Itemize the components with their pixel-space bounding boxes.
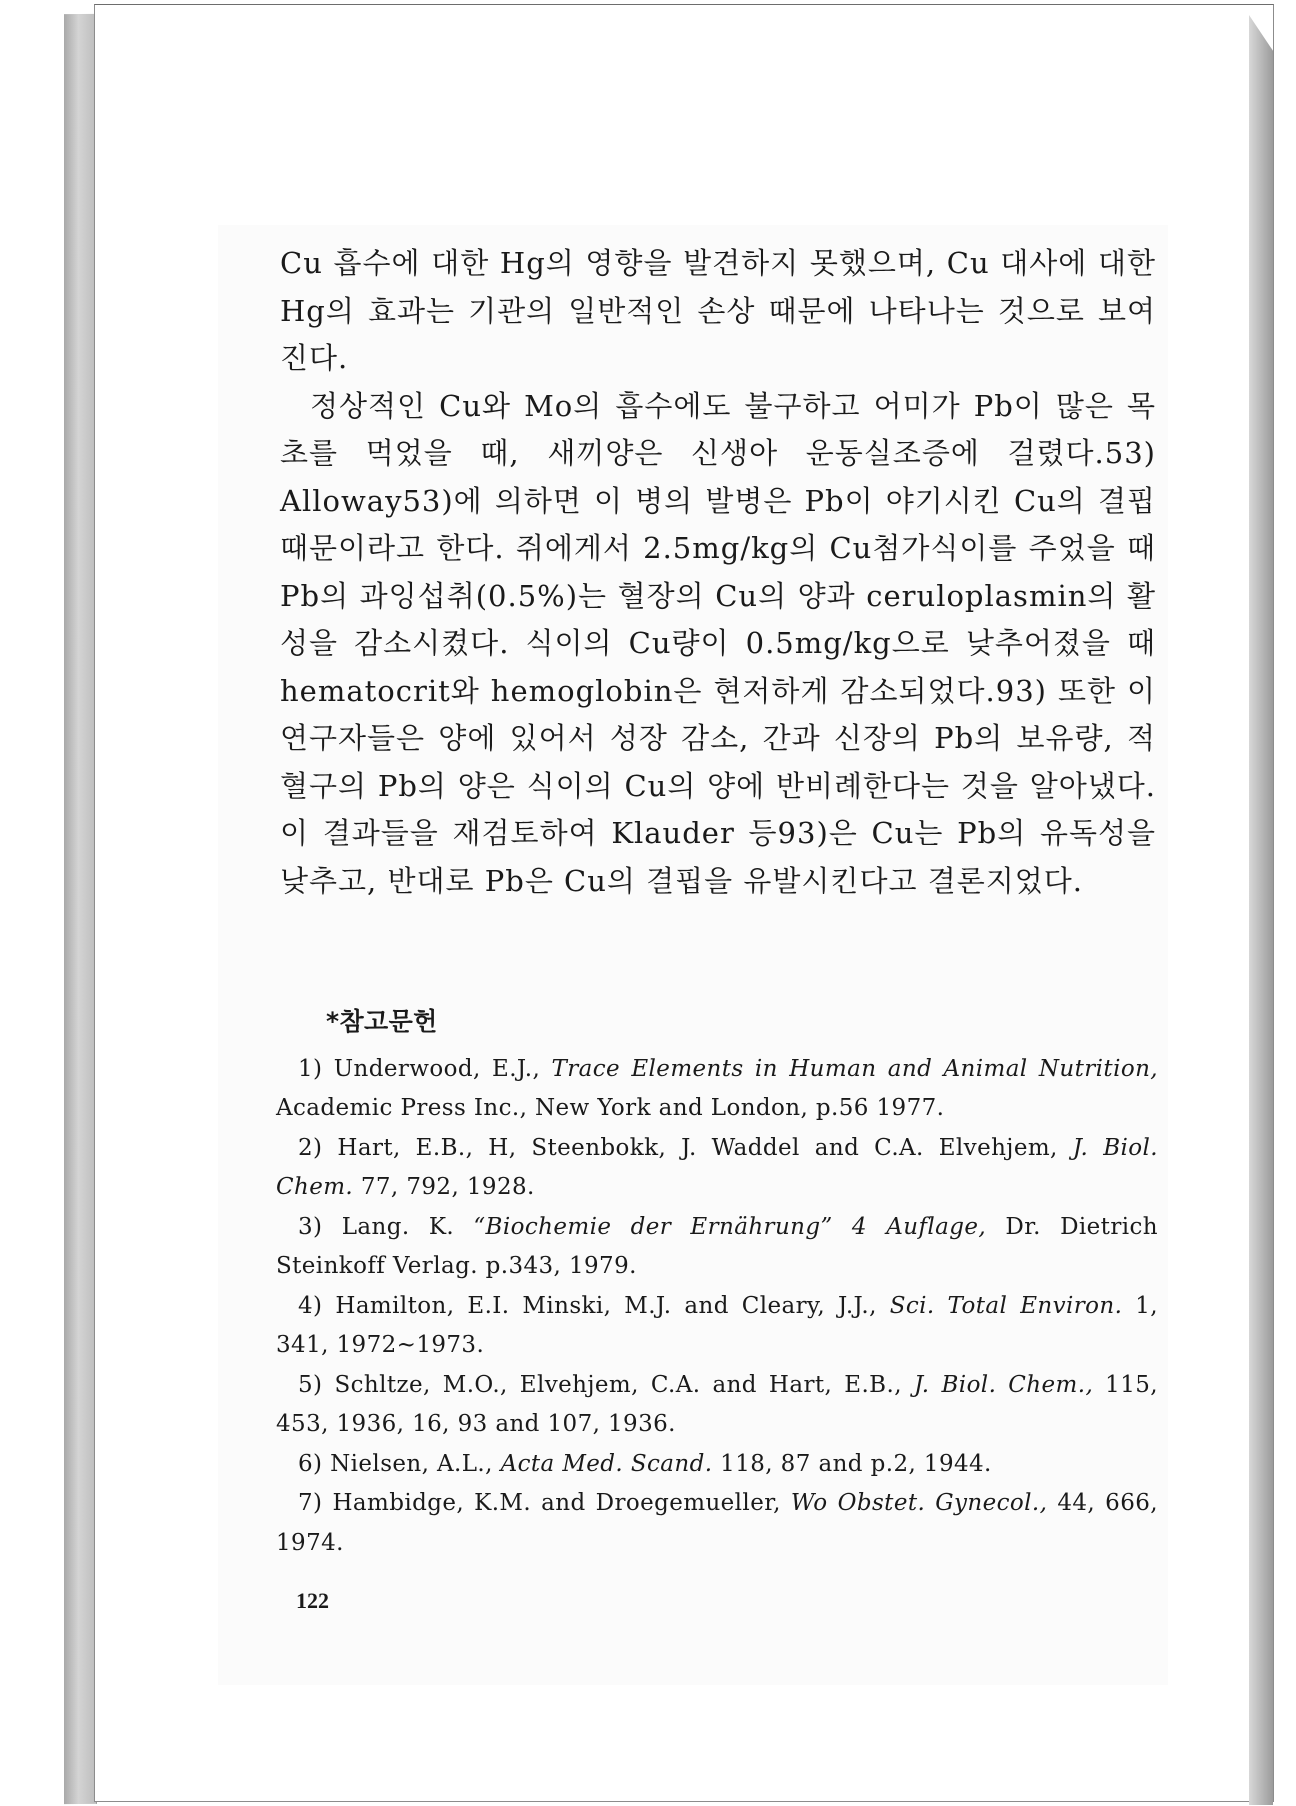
reference-details: Academic Press Inc., New York and London, p.56 1977. [276,1095,945,1121]
reference-authors: Hart, E.B., H, Steenbokk, J. Waddel and C.A. Elvehjem, [337,1134,1073,1161]
book-spine [64,14,97,1804]
references-heading: *참고문헌 [326,1007,438,1036]
reference-item [276,1445,1158,1485]
references-section [276,1002,1158,1563]
reference-authors: Lang. K. [341,1213,474,1240]
reference-title: “Biochemie der Ernährung” 4 Auflage, [473,1213,987,1240]
reference-authors: Hambidge, K.M. and Droegemueller, [332,1490,791,1516]
reference-details: 44, 666, 1974. [276,1490,1158,1556]
reference-authors: Nielsen, A.L., [330,1450,501,1477]
reference-item [276,1484,1158,1563]
reference-item [276,1208,1158,1287]
reference-details: 115, 453, 1936, 16, 93 and 107, 1936. [276,1371,1158,1437]
reference-number: 3) [298,1213,323,1240]
reference-title: Sci. Total Environ. [889,1292,1123,1319]
reference-details: 118, 87 and p.2, 1944. [712,1450,992,1477]
page-edge [1249,15,1273,1805]
reference-title: J. Biol. Chem., [913,1371,1094,1398]
reference-title: Acta Med. Scand. [500,1450,713,1477]
reference-number: 6) [298,1450,323,1477]
reference-item [276,1129,1158,1208]
reference-number: 2) [298,1134,323,1161]
reference-number: 4) [298,1292,323,1319]
reference-authors: Underwood, E.J., [333,1055,552,1082]
reference-item [276,1287,1158,1366]
reference-authors: Schltze, M.O., Elvehjem, C.A. and Hart, E.B., [334,1371,914,1398]
reference-title: J. Biol. Chem. [276,1134,1158,1200]
paragraph: 정상적인 Cu와 Mo의 흡수에도 불구하고 어미가 Pb이 많은 목초를 먹었을 때, 새끼양은 신생아 운동실조증에 걸렸다.53) Alloway53)에 의하면 이 병의 발병은 Pb이 야기시킨 Cu의 결핍 때문이라고 한다. 쥐에게서 2.5mg/kg의 Cu첨가식이를 주었을 때 Pb의 과잉섭취(0.5%)는 혈장의 Cu의 양과 ceruloplasmin의 활성을 감소시켰다. 식이의 Cu량이 0.5mg/kg으로 낮추어졌을 때 hematocrit와 hemoglobin은 현저하게 감소되었다.93) 또한 이 연구자들은 양에 있어서 성장 감소, 간과 신장의 Pb의 보유량, 적혈구의 Pb의 양은 식이의 Cu의 양에 반비례한다는 것을 알아냈다. 이 결과들을 재검토하여 Klauder 등93)은 Cu는 Pb의 유독성을 낮추고, 반대로 Pb은 Cu의 결핍을 유발시킨다고 결론지었다. [280,388,1156,898]
reference-details: Dr. Dietrich Steinkoff Verlag. p.343, 1979. [276,1213,1158,1279]
reference-number: 7) [298,1490,323,1516]
reference-title: Wo Obstet. Gynecol., [790,1490,1048,1516]
reference-details: 1, 341, 1972~1973. [276,1292,1158,1358]
page-number: 122 [296,1588,329,1613]
reference-item [276,1366,1158,1445]
reference-number: 5) [298,1371,323,1398]
reference-number: 1) [298,1055,323,1082]
reference-details: 77, 792, 1928. [353,1174,535,1200]
reference-title: Trace Elements in Human and Animal Nutrition, [551,1055,1158,1082]
paragraph: Cu 흡수에 대한 Hg의 영향을 발견하지 못했으며, Cu 대사에 대한 Hg의 효과는 기관의 일반적인 손상 때문에 나타나는 것으로 보여진다. [280,246,1156,375]
reference-authors: Hamilton, E.I. Minski, M.J. and Cleary, J.J., [335,1292,890,1319]
body-text [280,240,1156,905]
reference-item [276,1050,1158,1129]
